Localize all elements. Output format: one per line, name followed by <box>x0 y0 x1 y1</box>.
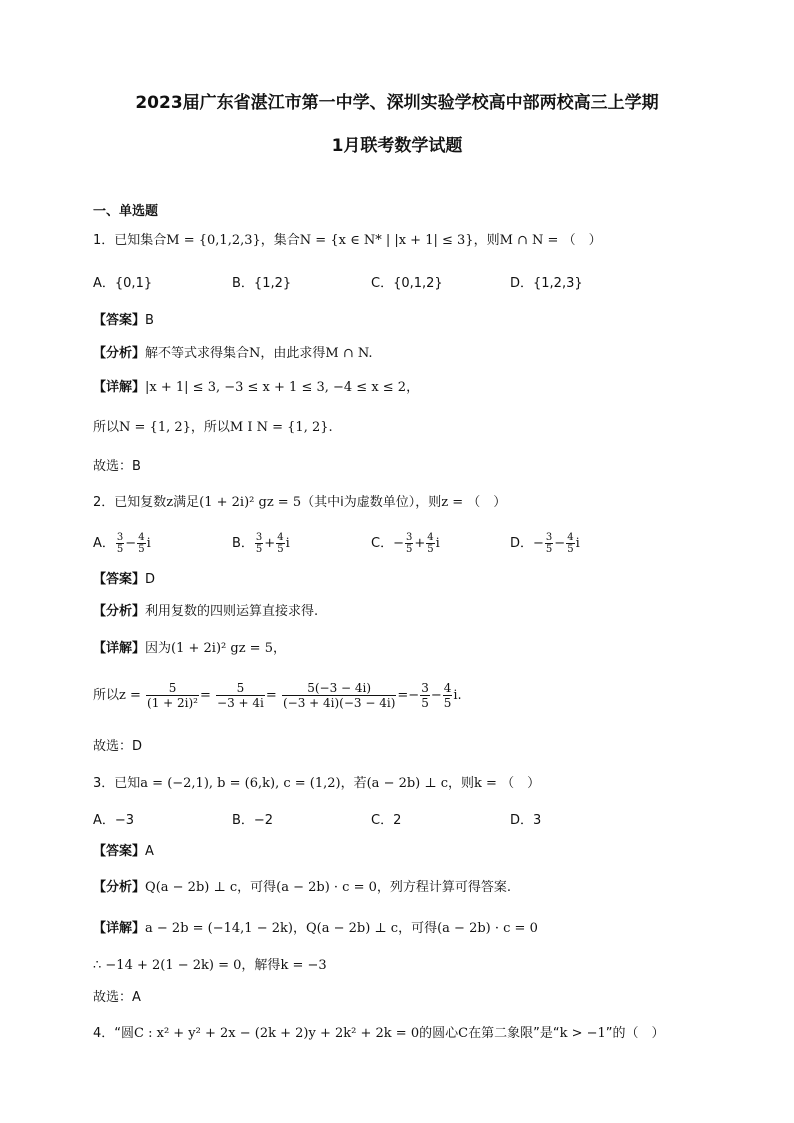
numerator: 4 <box>567 532 574 543</box>
operator: − <box>533 536 544 551</box>
q3-analysis <box>93 879 511 897</box>
operator: − <box>430 688 442 703</box>
q3-option-b: B．−2 <box>232 813 274 828</box>
q4-k-cond: k > −1 <box>559 1026 606 1041</box>
q3-solve-a: ，解得 <box>241 958 281 973</box>
denominator: 5 <box>427 544 434 555</box>
document-title-line1: 2023届广东省湛江市第一中学、深圳实验学校高中部两校高三上学期 <box>135 93 659 113</box>
fraction <box>137 532 145 555</box>
numerator: 5(−3 − 4i) <box>282 681 396 696</box>
answer-label: 【答案】 <box>93 572 146 587</box>
numerator: 3 <box>116 532 124 543</box>
q3-analysis-b: ，可得 <box>237 880 277 895</box>
q3-stem <box>93 775 540 793</box>
q4-stem-a: 4．“圆 <box>93 1026 135 1041</box>
operator: − <box>554 536 566 551</box>
equals: = <box>200 688 211 703</box>
q2-answer-value: D <box>145 572 156 587</box>
denominator: 5 <box>421 696 429 710</box>
q2-stem-b: 满足 <box>173 495 200 510</box>
denominator: 5 <box>405 544 413 555</box>
numerator: 3 <box>545 532 553 543</box>
q3-vectors: a = (−2,1), b = (6,k), c = (1,2) <box>140 776 341 791</box>
numerator: 3 <box>405 532 413 543</box>
q4-stem-d: ”的（ ） <box>605 1026 665 1041</box>
q2-detail-end: ， <box>272 641 286 656</box>
q3-analysis-perp: (a − 2b) ⊥ c <box>155 880 238 895</box>
fraction <box>443 681 453 710</box>
fraction <box>255 532 263 555</box>
q1-choose: 故选：B <box>93 459 141 474</box>
q2-option-c-label: C． <box>371 536 394 551</box>
q3-answer-value: A <box>145 844 154 859</box>
numerator: 3 <box>421 681 429 695</box>
fraction <box>545 532 553 555</box>
q1-analysis-n: N <box>249 346 261 361</box>
q3-detail-b: ， <box>292 921 306 936</box>
q2-z: z <box>166 495 174 510</box>
numerator: 5 <box>216 681 265 696</box>
q2-option-b-label: B． <box>232 536 254 551</box>
q1-stem-b: ，集合 <box>260 233 300 248</box>
denominator: 5 <box>138 544 145 555</box>
q1-stem <box>93 232 602 250</box>
q3-stem-c: ，则 <box>448 776 475 791</box>
q4-c: C <box>458 1026 469 1041</box>
q1-analysis-a: 解不等式求得集合 <box>145 346 250 361</box>
operator: + <box>414 536 426 551</box>
q3-solve-k: k = −3 <box>280 958 327 973</box>
denominator: (−3 + 4i)(−3 − 4i) <box>282 696 396 710</box>
q2-choose: 故选：D <box>93 739 143 754</box>
q3-answer <box>93 843 154 861</box>
q3-stem-a: 3．已知 <box>93 776 141 791</box>
q4-stem-c: 在第二象限”是“ <box>468 1026 560 1041</box>
document-title-line2: 1月联考数学试题 <box>331 136 463 156</box>
equals: = <box>265 688 277 703</box>
q1-detail-end: ， <box>406 380 420 395</box>
denominator: (1 + 2i)² <box>147 696 198 710</box>
detail-label: 【详解】 <box>93 921 146 936</box>
numerator: 4 <box>277 532 284 543</box>
imag-unit: i <box>285 536 290 551</box>
q1-analysis-mn: M ∩ N. <box>325 346 373 361</box>
fraction <box>276 532 284 555</box>
q2-option-d-label: D． <box>510 536 534 551</box>
q1-stem-c: ，则 <box>473 233 500 248</box>
fraction <box>420 681 430 710</box>
q2-tail: . <box>457 688 462 703</box>
q2-z-eq: z = <box>441 495 468 510</box>
q1-detail-math: |x + 1| ≤ 3, −3 ≤ x + 1 ≤ 3, −4 ≤ x ≤ 2 <box>145 380 407 395</box>
denominator: 5 <box>567 544 574 555</box>
numerator: 4 <box>443 681 452 695</box>
q2-so: 所以 <box>93 688 120 703</box>
q1-stem-d: （ ） <box>562 233 602 248</box>
q1-so-a: 所以 <box>93 420 120 435</box>
operator: − <box>408 688 420 703</box>
analysis-label: 【分析】 <box>93 604 146 619</box>
equals: = <box>397 688 409 703</box>
q2-answer <box>93 571 155 589</box>
q2-analysis <box>93 603 318 621</box>
q1-set-m: M = {0,1,2,3} <box>166 233 261 248</box>
q3-detail-c: ，可得 <box>398 921 438 936</box>
q2-stem <box>93 494 506 512</box>
q4-circle-eq: C : x² + y² + 2x − (2k + 2)y + 2k² + 2k = 0 <box>134 1026 420 1041</box>
q3-detail-perp: (a − 2b) ⊥ c <box>316 921 399 936</box>
answer-label: 【答案】 <box>93 844 146 859</box>
detail-label: 【详解】 <box>93 641 146 656</box>
fraction <box>216 681 265 710</box>
q3-analysis-a: Q <box>145 880 156 895</box>
q3-option-d: D．3 <box>510 813 542 828</box>
q2-detail <box>93 640 286 658</box>
imag-unit: i <box>146 536 151 551</box>
denominator: 5 <box>255 544 263 555</box>
q1-analysis <box>93 345 373 363</box>
q2-stem-a: 2．已知复数 <box>93 495 167 510</box>
q3-k-eq: k = <box>474 776 502 791</box>
q3-solve <box>93 957 327 975</box>
q2-detail-a: 因为 <box>145 641 172 656</box>
denominator: 5 <box>443 696 452 710</box>
q2-condition: (1 + 2i)² gz = 5 <box>199 495 302 510</box>
fraction <box>116 532 124 555</box>
fraction <box>146 681 199 710</box>
fraction <box>282 681 396 710</box>
q2-derivation <box>93 680 462 712</box>
q1-option-d: D．{1,2,3} <box>510 276 583 291</box>
q1-set-n: N = {x ∈ N* | |x + 1| ≤ 3} <box>299 233 474 248</box>
q1-intersection: M ∩ N = <box>499 233 563 248</box>
q1-so-n: N = {1, 2} <box>119 420 191 435</box>
q3-analysis-c: ，列方程计算可得答案. <box>376 880 512 895</box>
denominator: 5 <box>116 544 124 555</box>
q2-stem-c: （其中i为虚数单位），则 <box>301 495 442 510</box>
q3-stem-d: （ ） <box>501 776 541 791</box>
q2-option-a <box>93 532 151 555</box>
q3-detail-dot: (a − 2b) · c = 0 <box>437 921 538 936</box>
numerator: 4 <box>427 532 434 543</box>
q3-stem-b: ，若 <box>340 776 367 791</box>
q1-so-b: ，所以 <box>190 420 230 435</box>
q3-perp: (a − 2b) ⊥ c <box>366 776 449 791</box>
q2-option-b <box>232 532 290 555</box>
q2-option-c <box>371 532 440 555</box>
q3-therefore: ∴ −14 + 2(1 − 2k) = 0 <box>93 958 242 973</box>
q3-option-a: A．−3 <box>93 813 135 828</box>
q2-z-label: z = <box>119 688 141 703</box>
denominator: 5 <box>277 544 284 555</box>
q1-stem-a: 1．已知集合 <box>93 233 167 248</box>
analysis-label: 【分析】 <box>93 346 146 361</box>
q3-option-c: C．2 <box>371 813 402 828</box>
q1-so-mn: M I N = {1, 2}. <box>229 420 333 435</box>
q4-stem <box>93 1025 665 1043</box>
q1-analysis-b: ，由此求得 <box>260 346 326 361</box>
q3-analysis-dot: (a − 2b) · c = 0 <box>276 880 377 895</box>
q4-stem-b: 的圆心 <box>419 1026 459 1041</box>
q3-detail <box>93 920 538 938</box>
analysis-label: 【分析】 <box>93 880 146 895</box>
numerator: 3 <box>255 532 263 543</box>
section-heading: 一、单选题 <box>93 204 159 219</box>
q2-option-d <box>510 532 580 555</box>
q3-detail-q: Q <box>305 921 317 936</box>
operator: + <box>264 536 276 551</box>
q1-option-a: A．{0,1} <box>93 276 153 291</box>
q2-analysis-text: 利用复数的四则运算直接求得. <box>145 604 319 619</box>
operator: − <box>125 536 137 551</box>
q1-answer-value: B <box>145 313 154 328</box>
q3-detail-vec: a − 2b = (−14,1 − 2k) <box>145 921 293 936</box>
fraction <box>566 532 574 555</box>
q3-choose: 故选：A <box>93 990 141 1005</box>
imag-unit: i <box>435 536 440 551</box>
imag-unit: i <box>453 688 458 703</box>
denominator: 5 <box>545 544 553 555</box>
q2-option-a-label: A． <box>93 536 115 551</box>
q2-detail-cond: (1 + 2i)² gz = 5 <box>171 641 273 656</box>
q1-option-c: C．{0,1,2} <box>371 276 443 291</box>
fraction <box>426 532 434 555</box>
numerator: 5 <box>146 681 199 696</box>
numerator: 4 <box>138 532 145 543</box>
q2-stem-d: （ ） <box>467 495 507 510</box>
imag-unit: i <box>575 536 580 551</box>
detail-label: 【详解】 <box>93 380 146 395</box>
fraction <box>405 532 413 555</box>
q1-option-b: B．{1,2} <box>232 276 292 291</box>
answer-label: 【答案】 <box>93 313 146 328</box>
q1-answer <box>93 312 154 330</box>
q1-detail <box>93 379 419 397</box>
operator: − <box>393 536 404 551</box>
denominator: −3 + 4i <box>217 696 264 710</box>
q1-conclusion <box>93 419 333 437</box>
